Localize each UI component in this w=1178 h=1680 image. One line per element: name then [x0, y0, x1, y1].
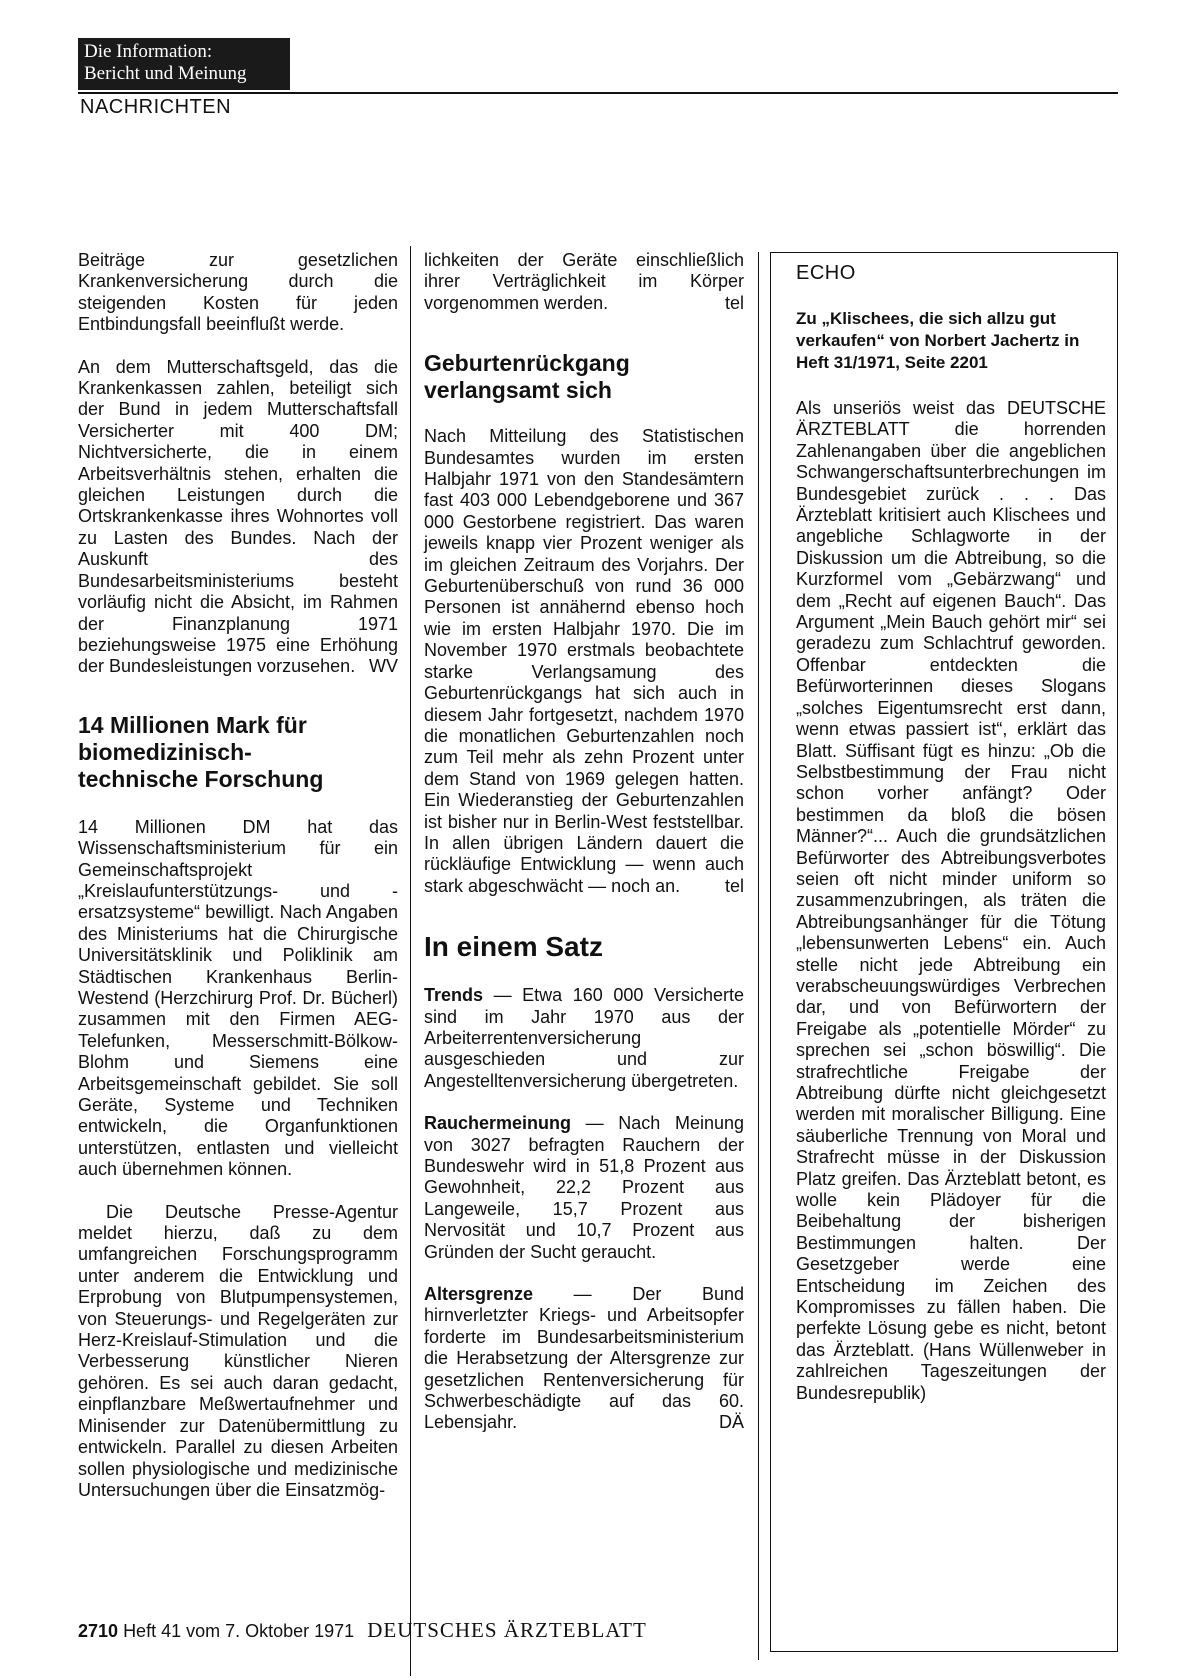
author-signature: DÄ — [718, 1412, 744, 1433]
news-item-text: — Etwa 160 000 Versicherte sind im Jahr 1970 aus der Arbeiterrentenversicherung ausgeschieden und zur Angestelltenversicherung übergetreten. — [424, 985, 744, 1091]
headline-line: Geburtenrückgang — [424, 350, 630, 377]
column-2 — [424, 250, 744, 1434]
paragraph-text: lichkeiten der Geräte einschließlich ihrer Verträglichkeit im Körper vorgenommen werden. — [424, 250, 744, 313]
echo-body: Als unseriös weist das DEUTSCHE ÄRZTEBLATT die horrenden Zahlenangaben über die angeblichen Schwangerschaftsunterbrechungen im Bundesgebiet zurück . . . Das Ärzteblatt kritisiert auch Klischees und angebliche Schlagworte in der Diskussion um die Abtreibung, so die Kurzformel vom „Gebärzwang“ und dem „Recht auf eigenen Bauch“. Das Argument „Mein Bauch gehört mir“ sei geradezu zum Schlachtruf geworden. Offenbar entdeckten die Befürworterinnen dieses Slogans „solches Eigentumsrecht erst dann, wenn etwas passiert ist“, erklärt das Blatt. Süffisant fügt es hinzu: „Ob die Selbstbestimmung der Frau nicht schon vorher anfängt? Oder bestimmen da bloß die bösen Männer?“... Auch die grundsätzlichen Befürworter des Abtreibungsverbotes seien oft nicht minder uniform so zusammenzubringen, als träten die Abtreibungsanhänger für die Tötung „lebensunwerten Lebens“ ein. Auch stelle nicht jede Abtreibung ein verabscheuungswürdiges Verbrechen dar, und von Befürwortern der Freigabe als „potentielle Mörder“ zu sprechen sei „schon böswillig“. Die strafrechtliche Freigabe der Abtreibung dürfte nicht gleichgesetzt werden mit moralischer Billigung. Eine säuberliche Trennung von Moral und Strafrecht müsse in der Diskussion Platz greifen. Das Ärzteblatt betont, es wolle kein Plädoyer für die Beibehaltung der bisherigen Bestimmungen halten. Der Gesetzgeber werde eine Entscheidung im Zeichen des Kompromisses zu fällen haben. Die perfekte Lösung gebe es nicht, betont das Ärzteblatt. (Hans Wüllenweber in zahlreichen Tageszeitungen der Bundesrepublik) — [796, 398, 1106, 1403]
news-item — [424, 1113, 744, 1263]
news-item-label: Rauchermeinung — [424, 1113, 572, 1134]
paragraph — [424, 426, 744, 897]
column-divider-1 — [410, 246, 411, 1676]
column-3 — [796, 308, 1106, 1404]
section-label — [78, 38, 290, 90]
paragraph-text: An dem Mutterschaftsgeld, das die Krankenkassen zahlen, beteiligt sich der Bund in jedem Mutterschaftsfall Versicherter mit 400 DM; Nichtversicherte, die in einem Arbeitsverhältnis stehen, erhalten die gleichen Leistungen durch die Ortskrankenkasse ihres Wohnortes voll zu Lasten des Bundes. Nach der Auskunft des Bundesarbeitsministeriums besteht vorläufig nicht die Absicht, im Rahmen der Finanzplanung 1971 beziehungsweise 1975 eine Erhöhung der Bundesleistungen vorzusehen. — [78, 356, 398, 677]
headline-line: verlangsamt sich — [424, 377, 612, 404]
news-item-label: Altersgrenze — [424, 1284, 534, 1305]
news-item-text: — Der Bund hirnverletzter Kriegs- und Arbeitsopfer forderte im Bundesarbeitsministerium die Herabsetzung der Altersgrenze zur gesetzlichen Rentenversicherung für Schwerbeschädigte auf das 60. Lebensjahr. — [424, 1284, 744, 1433]
section-label-line1: Die Information: — [84, 41, 213, 62]
echo-title: ECHO — [796, 262, 856, 284]
section-label-line2: Bericht und Meinung — [84, 63, 247, 84]
header-rule — [78, 92, 1118, 94]
paragraph: 14 Millionen DM hat das Wissenschaftsministerium für ein Gemeinschaftsprojekt „Kreislaufunterstützungs- und -ersatzsysteme“ bewilligt. Nach Angaben des Ministeriums hat die Chirurgische Universitätsklinik und Poliklinik am Städtischen Krankenhaus Berlin-Westend (Herzchirurg Prof. Dr. Bücherl) zusammen mit den Firmen AEG-Telefunken, Messerschmitt-Bölkow-Blohm und Siemens eine Arbeitsgemeinschaft gebildet. Sie soll Geräte, Systeme und Techniken entwickeln, die Organfunktionen unterstützen, entlasten und vielleicht auch übernehmen können. — [78, 816, 398, 1180]
echo-lead: Zu „Klischees, die sich allzu gut verkaufen“ von Norbert Jachertz in Heft 31/1971, Seite 2201 — [796, 309, 1080, 372]
paragraph: Die Deutsche Presse-Agentur meldet hierzu, daß zu dem umfangreichen Forschungsprogramm unter anderem die Entwicklung und Erprobung von Blutpumpensystemen, von Steuerungs- und Regelgeräten zur Herz-Kreislauf-Stimulation und die Verbesserung künstlicher Nieren gehören. Es sei auch daran gedacht, einpflanzbare Meßwertaufnehmer und Minisender zur Datenübermittlung zu entwickeln. Parallel zu diesen Arbeiten sollen physiologische und medizinische Untersuchungen über die Einsatzmög- — [78, 1201, 398, 1500]
headline-line: 14 Millionen Mark für — [78, 711, 307, 738]
news-item-text: — Nach Meinung von 3027 befragten Rauchern der Bundeswehr wird in 51,8 Prozent aus Gewohnheit, 22,2 Prozent aus Langeweile, 15,7 Prozent aus Nervosität und 10,7 Prozent aus Gründen der Sucht geraucht. — [424, 1113, 744, 1262]
paragraph-text: Nach Mitteilung des Statistischen Bundesamtes wurden im ersten Halbjahr 1971 von den Standesämtern fast 403 000 Lebendgeborene und 367 000 Gestorbene registriert. Das waren jeweils knapp vier Prozent weniger als im gleichen Zeitraum des Vorjahrs. Der Geburtenüberschuß von rund 36 000 Personen ist annähernd ebenso hoch wie im ersten Halbjahr 1970. Die im November 1970 erstmals beobachtete starke Verlangsamung des Geburtenrückgangs hat sich auch in diesem Jahr fortgesetzt, nachdem 1970 die monatlichen Geburtenzahlen noch zum Teil mehr als zehn Prozent unter dem Stand von 1969 gelegen hatten. Ein Wiederanstieg der Geburtenzahlen ist bisher nur in Berlin-West feststellbar. In allen übrigen Ländern dauert die rückläufige Entwicklung — wenn auch stark abgeschwächt — noch an. — [424, 426, 744, 896]
news-item-label: Trends — [424, 985, 484, 1006]
magazine-name: DEUTSCHES ÄRZTEBLATT — [367, 1618, 647, 1642]
paragraph: Beiträge zur gesetzlichen Krankenversicherung durch die steigenden Kosten für jeden Entbindungsfall beeinflußt werde. — [78, 250, 398, 335]
paragraph — [78, 357, 398, 678]
page-number: 2710 — [78, 1621, 119, 1641]
category-heading: NACHRICHTEN — [80, 96, 232, 118]
author-signature: WV — [369, 656, 398, 677]
author-signature: tel — [724, 875, 744, 896]
news-item — [424, 1284, 744, 1434]
column-divider-2 — [758, 252, 759, 1660]
section-headline: In einem Satz — [424, 931, 603, 963]
headline-line: technische Forschung — [78, 765, 324, 792]
paragraph — [424, 250, 744, 314]
article-headline — [78, 712, 398, 793]
headline-line: biomedizinisch- — [78, 738, 252, 765]
column-1 — [78, 250, 398, 1501]
author-signature: tel — [724, 292, 744, 313]
page-footer — [78, 1618, 647, 1643]
issue-info: Heft 41 vom 7. Oktober 1971 — [123, 1621, 355, 1641]
news-item — [424, 985, 744, 1092]
article-headline — [424, 350, 744, 404]
